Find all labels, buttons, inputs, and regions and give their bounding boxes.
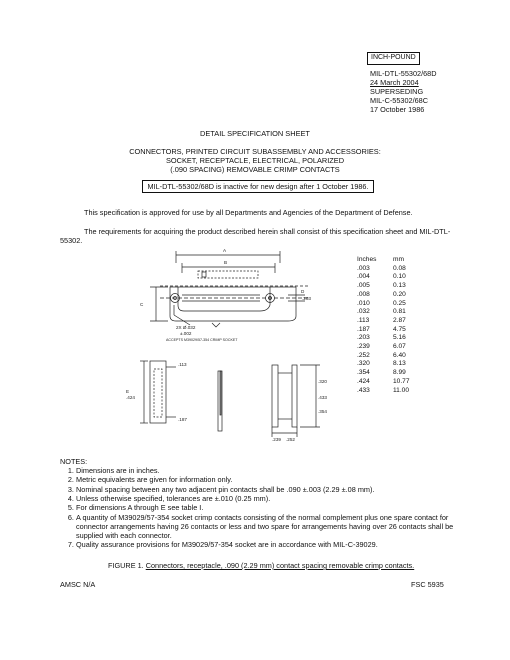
conversion-table-row (357, 300, 410, 309)
conversion-table-row (357, 360, 410, 369)
notes-section (60, 457, 460, 550)
superseded-doc-number: MIL-C-55302/68C (370, 96, 428, 106)
inches-cell: .424 (357, 377, 370, 385)
superseding-label: SUPERSEDING (370, 87, 424, 97)
dim-d-label: D (301, 289, 305, 294)
leader-line (212, 323, 220, 327)
inches-cell: .005 (357, 282, 370, 290)
mm-cell: 0.20 (393, 290, 406, 298)
conversion-table-row (357, 352, 410, 361)
conversion-table-row (357, 326, 410, 335)
conversion-table-row (357, 308, 410, 317)
dim-433-label: .433 (318, 395, 327, 400)
doc-number: MIL-DTL-55302/68D (370, 69, 437, 78)
notes-heading: NOTES: (60, 457, 88, 466)
note-item: 4. Unless otherwise specified, tolerances are ±.010 (0.25 mm). (76, 494, 460, 503)
inches-cell: .354 (357, 369, 370, 377)
dim-320-label: .320 (318, 379, 327, 384)
conversion-table-row (357, 387, 410, 396)
dim-203-label: .203 (302, 296, 311, 301)
mm-cell: 8.13 (393, 360, 406, 368)
inches-cell: .010 (357, 299, 370, 307)
item-title-line-1: CONNECTORS, PRINTED CIRCUIT SUBASSEMBLY AND ACCESSORIES: (129, 147, 381, 156)
item-title-line-2: SOCKET, RECEPTACLE, ELECTRICAL, POLARIZED (165, 156, 345, 166)
conversion-table-row (357, 291, 410, 300)
note-item: 5. For dimensions A through E see table I. (76, 503, 460, 512)
dia-callout: 2X Ø.032 (176, 325, 196, 330)
mm-cell: 0.13 (393, 282, 406, 290)
item-title-line-3: (.090 SPACING) REMOVABLE CRIMP CONTACTS (170, 165, 340, 175)
header-mm: mm (393, 256, 404, 263)
mm-cell: 0.08 (393, 264, 406, 272)
mm-cell: 5.16 (393, 334, 406, 342)
mm-cell: 10.77 (393, 377, 410, 385)
mm-cell: 6.40 (393, 351, 406, 359)
inches-cell: .320 (357, 360, 370, 368)
conversion-table-body (357, 265, 410, 396)
footer-fsc: FSC 5935 (411, 580, 444, 589)
inches-cell: .008 (357, 290, 370, 298)
conversion-table-row (357, 282, 410, 291)
mm-cell: 4.75 (393, 325, 406, 333)
inch-pound-box (367, 52, 420, 65)
inches-cell: .433 (357, 386, 370, 394)
dim-239-label: .239 (272, 437, 281, 442)
conversion-table-row (357, 369, 410, 378)
inches-cell: .003 (357, 264, 370, 272)
inches-cell: .239 (357, 343, 370, 351)
figure-caption (108, 561, 414, 570)
conversion-table-row (357, 378, 410, 387)
inactive-notice: MIL-DTL-55302/68D is inactive for new design after 1 October 1986. (147, 182, 369, 191)
doc-date: 24 March 2004 (370, 78, 419, 88)
mm-cell: 11.00 (393, 386, 410, 394)
conversion-table-header (357, 256, 410, 265)
conversion-table-row (357, 265, 410, 274)
flange-outline (170, 287, 296, 321)
note-item: 6. A quantity of M39029/57-354 socket crimp contacts consisting of the normal complement plus one spare contact for connector arrangements having 26 contacts or less and two spare for arrangements having over 26 contacts shall be supplied with each connector. (76, 513, 460, 541)
inches-cell: .004 (357, 273, 370, 281)
document-identifier-block (370, 69, 437, 114)
dim-a-label: A (223, 248, 227, 253)
body-outline (178, 287, 270, 311)
inches-cell: .113 (357, 316, 370, 324)
dim-113-label: .113 (178, 362, 187, 367)
header-inches: Inches (357, 256, 377, 263)
dim-187-label: .187 (178, 417, 187, 422)
figure-caption-text: Connectors, receptacle, .090 (2.29 mm) contact spacing removable crimp contacts. (145, 561, 415, 570)
key-slot (202, 272, 206, 277)
dim-354-label: .354 (318, 409, 327, 414)
inches-cell: .187 (357, 325, 370, 333)
footer-amsc: AMSC N/A (60, 580, 96, 589)
side-view-flange (292, 365, 297, 427)
end-view-body (150, 361, 166, 423)
connector-drawing (120, 243, 340, 445)
side-view-body (272, 365, 278, 427)
inches-cell: .032 (357, 308, 370, 316)
dim-b-label: B (224, 260, 228, 265)
note-item: 3. Nominal spacing between any two adjacent pin contacts shall be .090 ±.003 (2.29 ±.08 mm). (76, 485, 460, 494)
conversion-table-row (357, 334, 410, 343)
crimp-callout: ACCEPTS M39029/57-354 CRIMP SOCKET (166, 338, 238, 342)
note-item: 7. Quality assurance provisions for M39029/57-354 socket are in accordance with MIL-C-39029. (76, 540, 460, 549)
leader-line (174, 315, 190, 325)
conversion-table-row (357, 343, 410, 352)
superseded-doc-date: 17 October 1986 (370, 105, 425, 115)
dia-callout-tolerance: ±.002 (180, 331, 192, 336)
inch-pound-label: INCH-POUND (371, 54, 416, 61)
end-view-cavity (154, 369, 162, 417)
mm-cell: 0.10 (393, 273, 406, 281)
dim-252-label: .252 (286, 437, 295, 442)
note-item: 2. Metric equivalents are given for information only. (76, 475, 460, 484)
mm-cell: 6.07 (393, 343, 406, 351)
item-title (0, 147, 510, 175)
mm-cell: 8.99 (393, 369, 406, 377)
inches-cell: .203 (357, 334, 370, 342)
inactive-notice-box (142, 180, 374, 193)
sheet-title: DETAIL SPECIFICATION SHEET (200, 129, 310, 138)
conversion-table-row (357, 273, 410, 282)
polarizing-key (198, 271, 258, 278)
notes-list (60, 466, 460, 550)
conversion-table (357, 256, 410, 395)
inches-cell: .252 (357, 351, 370, 359)
note-item: 1. Dimensions are in inches. (76, 466, 460, 475)
dim-424-label: .424 (126, 395, 135, 400)
requirements-statement: The requirements for acquiring the product described herein shall consist of this specification sheet and MIL-DTL-55302. (60, 227, 451, 246)
mm-cell: 0.81 (393, 308, 406, 316)
approval-statement: This specification is approved for use by all Departments and Agencies of the Department of Defense. (84, 208, 413, 217)
mm-cell: 0.25 (393, 299, 406, 307)
conversion-table-row (357, 317, 410, 326)
figure-prefix: FIGURE 1. (108, 561, 144, 570)
dim-c-label: C (140, 302, 144, 307)
dim-e-label: E (126, 389, 130, 394)
mm-cell: 2.87 (393, 316, 406, 324)
conversion-table-container (357, 256, 410, 395)
side-view-contact (220, 371, 221, 415)
